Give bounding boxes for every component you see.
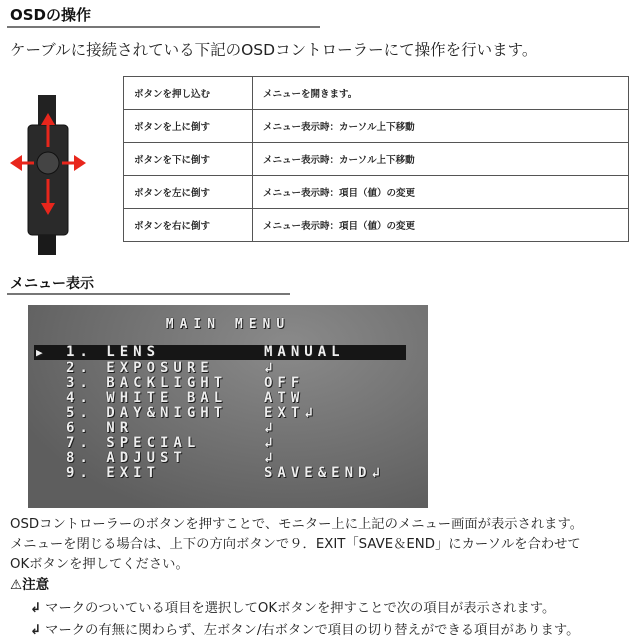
osd-menu-item — [28, 466, 408, 481]
note-text: マークの有無に関わらず、左ボタン/右ボタンで項目の切り替えができる項目があります。 — [45, 623, 580, 638]
item-value: ↲ — [264, 435, 278, 451]
item-label: 8. ADJUST — [66, 450, 187, 466]
osd-title: MAIN MENU — [165, 317, 291, 332]
action-cell: ボタンを右に倒す — [124, 209, 253, 242]
table-row — [124, 143, 629, 176]
item-label: 3. BACKLIGHT — [66, 375, 228, 391]
item-value: SAVE&END↲ — [264, 465, 385, 481]
osd-menu-item-selected — [34, 345, 406, 360]
description-line: OSDコントローラーのボタンを押すことで、モニター上に上記のメニュー画面が表示されます。 — [10, 517, 583, 532]
table-row — [124, 77, 629, 110]
item-value: MANUAL — [264, 344, 345, 360]
result-cell: メニュー表示時：カーソル上下移動 — [253, 143, 629, 176]
section-title-menu: メニュー表示 — [10, 276, 94, 292]
osd-menu-item — [28, 421, 408, 436]
item-value: ↲ — [264, 360, 278, 376]
item-label: 4. WHITE BAL — [66, 390, 228, 406]
caution-heading: ⚠注意 — [10, 577, 50, 593]
intro-text: ケーブルに接続されている下記のOSDコントローラーにて操作を行います。 — [10, 41, 538, 59]
item-label: 9. EXIT — [66, 465, 161, 481]
item-label: 5. DAY&NIGHT — [66, 405, 228, 421]
osd-menu-item — [28, 361, 408, 376]
item-value: OFF — [264, 375, 305, 391]
result-cell: メニュー表示時：カーソル上下移動 — [253, 110, 629, 143]
operations-table — [123, 76, 629, 242]
action-cell: ボタンを押し込む — [124, 77, 253, 110]
action-cell: ボタンを下に倒す — [124, 143, 253, 176]
osd-menu-item — [28, 391, 408, 406]
note-text: マークのついている項目を選択してOKボタンを押すことで次の項目が表示されます。 — [45, 601, 556, 616]
result-cell: メニュー表示時：項目（値）の変更 — [253, 209, 629, 242]
action-cell: ボタンを左に倒す — [124, 176, 253, 209]
item-label: 7. SPECIAL — [66, 435, 201, 451]
item-label: 6. NR — [66, 420, 134, 436]
item-label: 1. LENS — [66, 344, 161, 360]
description-line: OKボタンを押してください。 — [10, 557, 189, 572]
return-mark-icon: ↲ — [30, 601, 42, 616]
item-value: ATW — [264, 390, 305, 406]
osd-menu-item — [28, 436, 408, 451]
result-cell: メニュー表示時：項目（値）の変更 — [253, 176, 629, 209]
description-line: メニューを閉じる場合は、上下の方向ボタンで９．EXIT「SAVE＆END」にカーソルを合わせて — [10, 537, 581, 552]
osd-menu-item — [28, 376, 408, 391]
result-cell: メニューを開きます。 — [253, 77, 629, 110]
cursor-icon: ▶ — [36, 346, 43, 359]
return-mark-icon: ↲ — [30, 623, 42, 638]
divider — [7, 293, 290, 295]
item-label: 2. EXPOSURE — [66, 360, 214, 376]
section-title-osd: OSDの操作 — [10, 6, 92, 24]
item-value: ↲ — [264, 450, 278, 466]
divider — [7, 26, 320, 28]
osd-controller-image — [8, 95, 88, 255]
table-row — [124, 209, 629, 242]
osd-menu-item — [28, 406, 408, 421]
item-value: EXT↲ — [264, 405, 318, 421]
action-cell: ボタンを上に倒す — [124, 110, 253, 143]
table-row — [124, 110, 629, 143]
item-value: ↲ — [264, 420, 278, 436]
osd-main-menu-screenshot — [28, 305, 428, 508]
caution-note — [30, 597, 555, 616]
table-row — [124, 176, 629, 209]
caution-note — [30, 619, 579, 638]
osd-menu-item — [28, 451, 408, 466]
